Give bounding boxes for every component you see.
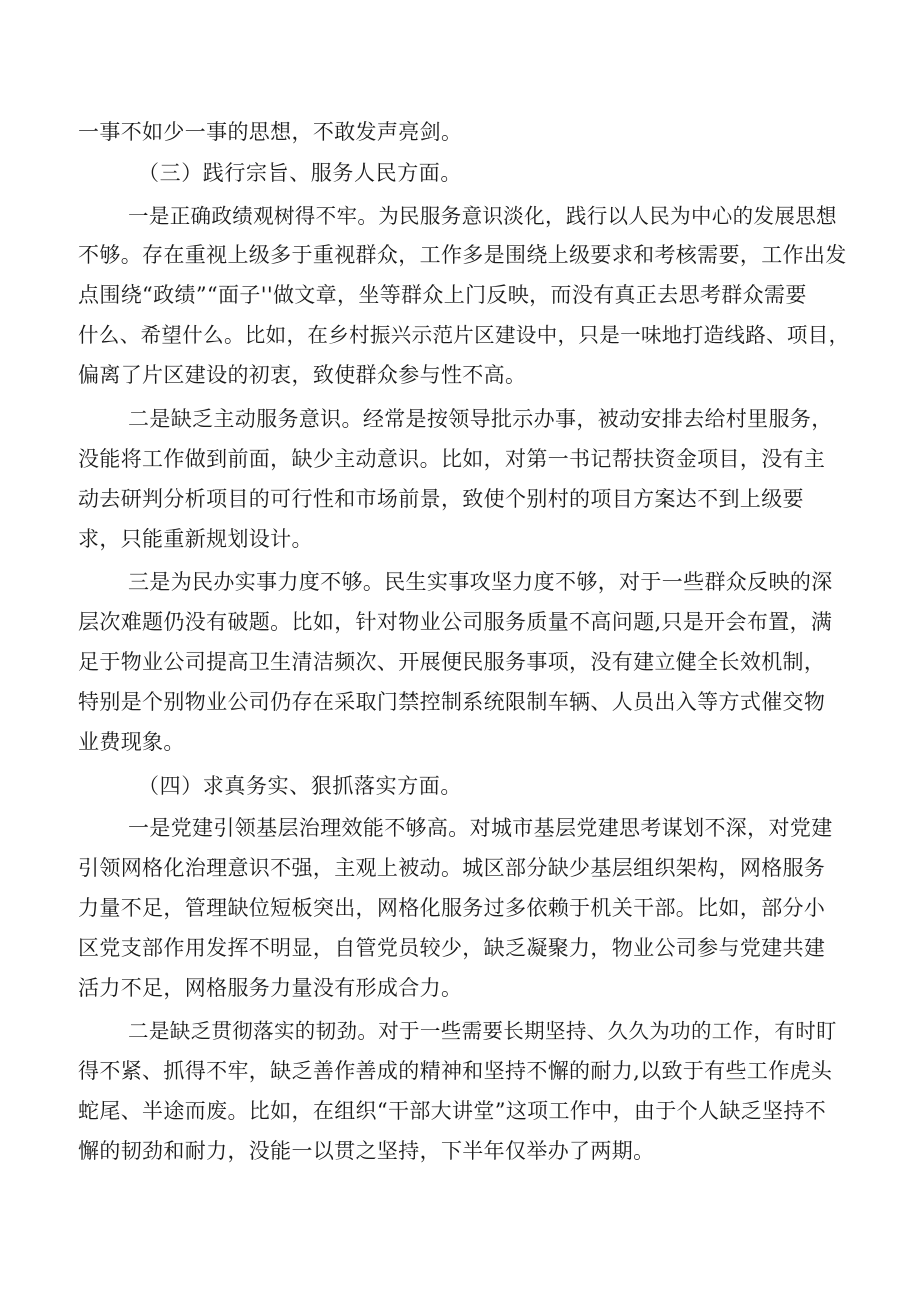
text-line: 什么、希望什么。比如，在乡村振兴示范片区建设中，只是一味地打造线路、项目， [78, 323, 850, 347]
paragraph-first-line: 二是缺乏贯彻落实的韧劲。对于一些需要长期坚持、久久为功的工作，有时盯 [128, 1019, 837, 1043]
text-line: 蛇尾、半途而废。比如，在组织“干部大讲堂”这项工作中，由于个人缺乏坚持不 [78, 1099, 827, 1123]
text-line: 点围绕“政绩”“面子''做文章，坐等群众上门反映，而没有真正去思考群众需要 [78, 283, 807, 307]
text-line: 足于物业公司提高卫生清洁频次、开展便民服务事项，没有建立健全长效机制， [78, 650, 826, 674]
text-line: 特别是个别物业公司仍存在采取门禁控制系统限制车辆、人员出入等方式催交物 [78, 690, 826, 714]
text-line: 不够。存在重视上级多于重视群众，工作多是围绕上级要求和考核需要，工作出发 [78, 243, 847, 267]
text-line: 活力不足，网格服务力量没有形成合力。 [78, 976, 463, 1000]
paragraph-first-line: 二是缺乏主动服务意识。经常是按领导批示办事，被动安排去给村里服务， [128, 407, 833, 431]
paragraph-first-line: 一是正确政绩观树得不牢。为民服务意识淡化，践行以人民为中心的发展思想 [128, 204, 837, 228]
section-heading: （三）践行宗旨、服务人民方面。 [138, 161, 462, 185]
text-line: 一事不如少一事的思想，不敢发声亮剑。 [78, 120, 463, 144]
text-line: 层次难题仍没有破题。比如，针对物业公司服务质量不高问题,只是开会布置，满 [78, 610, 833, 634]
text-line: 求，只能重新规划设计。 [78, 527, 313, 551]
text-line: 业费现象。 [78, 730, 185, 754]
paragraph-first-line: 一是党建引领基层治理效能不够高。对城市基层党建思考谋划不深，对党建 [128, 816, 833, 840]
text-line: 懈的韧劲和耐力，没能一以贯之坚持，下半年仅举办了两期。 [78, 1139, 655, 1163]
text-line: 引领网格化治理意识不强，主观上被动。城区部分缺少基层组织架构，网格服务 [78, 856, 826, 880]
paragraph-first-line: 三是为民办实事力度不够。民生实事攻坚力度不够，对于一些群众反映的深 [128, 570, 833, 594]
text-line: 动去研判分析项目的可行性和市场前景，致使个别村的项目方案达不到上级要 [78, 487, 804, 511]
section-heading: （四）求真务实、狠抓落实方面。 [138, 774, 462, 798]
text-line: 得不紧、抓得不牢，缺乏善作善成的精神和坚持不懈的耐力,以致于有些工作虎头 [78, 1059, 833, 1083]
text-line: 没能将工作做到前面，缺少主动意识。比如，对第一书记帮扶资金项目，没有主 [78, 447, 826, 471]
text-line: 力量不足，管理缺位短板突出，网格化服务过多依赖于机关干部。比如，部分小 [78, 896, 826, 920]
text-line: 区党支部作用发挥不明显，自管党员较少，缺乏凝聚力，物业公司参与党建共建 [78, 936, 826, 960]
text-line: 偏离了片区建设的初衷，致使群众参与性不高。 [78, 363, 527, 387]
